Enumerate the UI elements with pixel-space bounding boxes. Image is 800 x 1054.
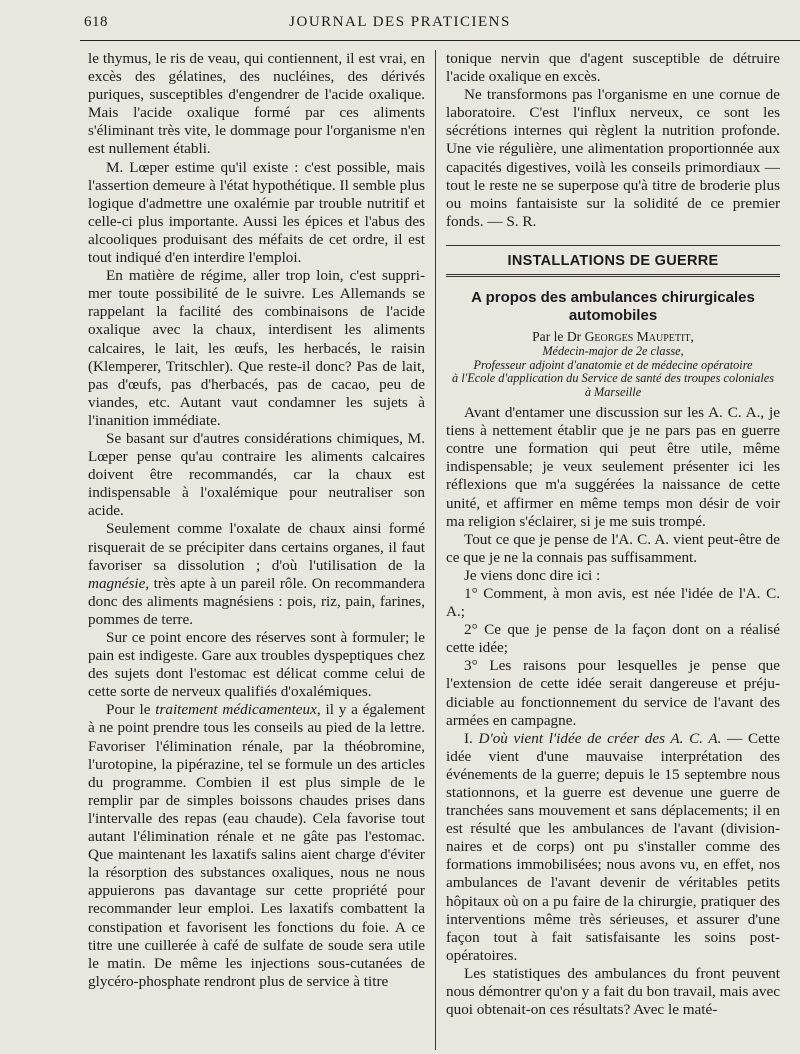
paragraph: 3° Les raisons pour lesquelles je pense que l'extension de cette idée serait dangereuse et préjudiciable au fonctionnement du service de l'avant des armées en campagne. — [446, 657, 780, 729]
article-title: A propos des ambulances chirurgicales automobiles — [471, 289, 755, 325]
text-run: Seulement comme l'oxalate de chaux ainsi formé risquerait de se précipiter dans certains organes, il faut favoriser sa dissolution ; d'où l'utilisation de la — [88, 520, 425, 574]
text-run: — Cette idée vient d'une mauvaise interprétation des événements de la guerre; depuis le 15 septembre nous stationnons, et la guerre est devenue une guerre de tranchées sans mouvement et sans déplacements; il en est résulté que les ambulances de l'avant (divisionnaires et de corps) ont pu s'installer comme des formations immobilisées; nous avons vu, en effet, nos ambulances de l'avant devenir de véritables petits hôpitaux où on a pu faire de la chirurgie, pratiquer des interventions même très sérieuses, et assurer d'une façon tout à fait satisfaisante les soins post-opératoires. — [446, 729, 780, 964]
paragraph: tonique nervin que d'agent susceptible de détruire l'acide oxalique en excès. — [446, 50, 780, 86]
italic-heading: D'où vient l'idée de créer des A. C. A. — [478, 729, 722, 747]
paragraph: Je viens donc dire ici : — [464, 566, 601, 584]
text-run: , il y a également à ne point prendre tous les conseils au pied de la lettre. Favoriser l'élimination rénale, par la théobromine, l'urotopine, la pipérazine, tel se formule un des articles du programme. Combien il est plus simple de le remplir par de simples boissons chaudes prises dans l'intervalle des repas (eau chaude). Cela favorise tout autant l'élimination rénale et ne gâte pas l'estomac. Que maintenant les laxatifs salins aient charge d'éviter la résorption des substances oxaliques, nous ne nous appuierons pas davantage sur cette propriété pour recommander leur emploi. Les laxatifs combattent la constipation et favorisent les fonctions du foie. A ce titre une cuillerée à café de sulfate de soude sera utile le matin. De même les injections sous-cutanées de glycéro-phosphate rendront plus de service à titre — [88, 701, 425, 990]
paragraph: Sur ce point encore des réserves sont à formuler; le pain est indigeste. Gare aux troubles dyspeptiques chez des sujets dont l'estomac est délicat comme celui de cette sorte de nerveux qualifiés d'oxalémiques. — [88, 629, 425, 701]
right-column — [446, 50, 780, 1019]
text-run: Pour le — [106, 701, 156, 719]
paragraph: Avant d'entamer une discussion sur les A. C. A., je tiens à nettement établir que je ne pars pas en guerre contre une formation qui peut être utile, même indispensable; je veux seulement présenter ici les réflexions que m'a suggérées la naissance de cette unité, et affirmer en même temps mon désir de voir ma religion s'éclairer, si je me suis trompé. — [446, 404, 780, 530]
paragraph — [88, 701, 425, 991]
paragraph: Se basant sur d'autres considérations chimiques, M. Lœper pense qu'au contraire les aliments calcaires doivent être recommandés, car la chaux est indispensable à l'oxalémique pour neutraliser son acide. — [88, 429, 425, 520]
column-divider — [435, 50, 436, 1050]
byline — [446, 329, 780, 345]
paragraph — [446, 730, 780, 965]
page-number: 618 — [84, 14, 108, 30]
credential-line: Professeur adjoint d'anatomie et de médecine opératoire — [473, 357, 753, 372]
credential-line: à Marseille — [584, 384, 642, 399]
credential-line: à l'Ecole d'application du Service de santé des troupes coloniales — [451, 371, 775, 386]
paragraph: Ne transformons pas l'organisme en une cornue de laboratoire. C'est l'influx nerveux, ce sont les sécrétions internes qui règlent la nutrition profonde. Une vie régulière, une alimentation proportionnée aux capacités digestives, voilà les conseils primordiaux — tout le reste ne se superpose qu'à titre de broderie plus ou moins fantaisiste sur la solidité de ce premier fonds. — S. R. — [446, 86, 780, 230]
text-run: , très apte à un pareil rôle. On recommandera donc des aliments magnésiens : pois, riz, pain, farines, pommes de terre. — [88, 574, 425, 628]
byline-prefix: Par le Dr — [532, 329, 585, 345]
paragraph: En matière de régime, aller trop loin, c'est supprimer toute possibilité de le suivre. Les Allemands se rappelant la facilité des combinaisons de l'acide oxalique avec la chaux, interdisent les aliments calcaires, le lait, les œufs, les herbacés, le raisin (Klemperer, Tritschler). Que reste-il donc? Pas de lait, pas d'œufs, pas d'herbacés, pas de cacao, peu de viandes, etc. Autant vaut condamner les sujets à l'inanition immédiate. — [88, 267, 425, 429]
paragraph: Tout ce que je pense de l'A. C. A. vient peut-être de ce que je ne la connais pas suffisamment. — [446, 530, 780, 566]
text-run: I. — [464, 729, 479, 747]
author-credentials — [446, 345, 780, 399]
header-rule — [80, 40, 800, 41]
paragraph: 2° Ce que je pense de la façon dont on a réalisé cette idée; — [446, 621, 780, 657]
section-heading: INSTALLATIONS DE GUERRE — [446, 245, 780, 277]
paragraph — [88, 520, 425, 629]
paragraph: le thymus, le ris de veau, qui contiennent, il est vrai, en excès des gélatines, des nucléines, des dérivés puriques, susceptibles d'engendrer de l'acide oxalique. Mais l'acide oxalique formé par ces aliments s'éliminant très vite, le dommage pour l'organisme n'en est nullement établi. — [88, 50, 425, 158]
paragraph: Les statistiques des ambulances du front peuvent nous démontrer qu'on y a fait du bon travail, mais avec quoi obtenait-on ces résultats? Avec le maté- — [446, 964, 780, 1019]
paragraph: M. Lœper estime qu'il existe : c'est possible, mais l'assertion demeure à l'état hypothétique. Il semble plus logique d'admettre une oxalémie par trouble nutritif et celle-ci plus importante. Aussi les épices et l'abus des alcooliques produisant des méfaits de cet ordre, il est tout indiqué d'en interdire l'emploi. — [88, 158, 425, 267]
credential-line: Médecin-major de 2e classe, — [542, 344, 684, 359]
italic-term: magnésie — [88, 574, 146, 592]
paragraph: 1° Comment, à mon avis, est née l'idée de l'A. C. A.; — [446, 584, 780, 621]
italic-term: traitement médicamenteux — [155, 701, 317, 719]
author-name: Georges Maupetit, — [584, 329, 694, 345]
running-title: JOURNAL DES PRATICIENS — [289, 14, 511, 30]
left-column — [88, 50, 425, 991]
